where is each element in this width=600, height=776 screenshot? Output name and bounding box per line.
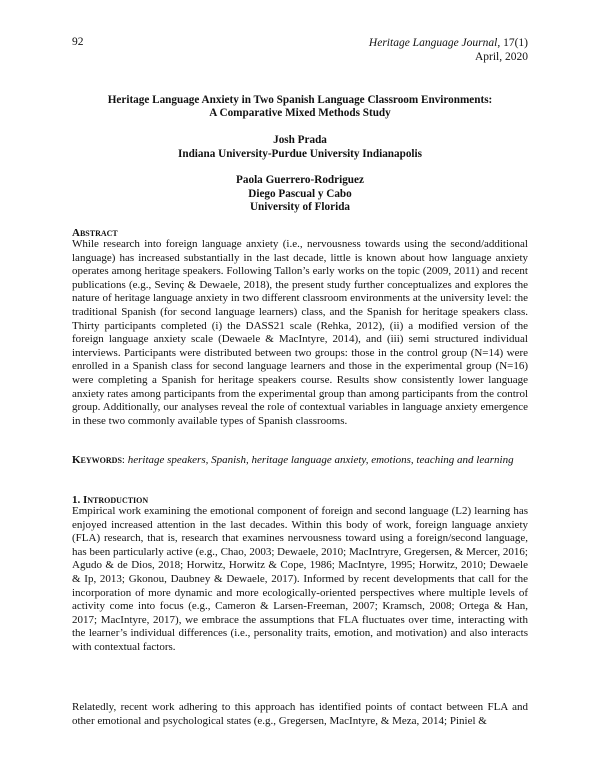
- article-title: [72, 94, 528, 120]
- page-number: 92: [72, 36, 84, 48]
- keywords-separator: :: [121, 454, 128, 466]
- volume-issue: , 17(1): [497, 37, 528, 49]
- author-affiliation: Indiana University-Purdue University Indianapolis: [178, 147, 422, 160]
- abstract-body: While research into foreign language anxiety (i.e., nervousness towards using the second/additional language) has increased substantially in the last decade, little is known about how language anxiety operates among heritage speakers. Following Tallon’s early works on the topic (2009, 2011) and recent publications (e.g., Sevinç & Dewaele, 2018), the present study further conceptualizes and explores the nature of heritage language anxiety in two different classroom environments at the university level: the traditional Spanish (for second language learners) class, and the Spanish for heritage speakers class. Thirty participants completed (i) the DASS21 scale (Rehka, 2012), (ii) a modified version of the foreign language anxiety scale (Dewaele & MacIntyre, 2014), and (iii) semi structured individual interviews. Participants were distributed between two groups: those in the control group (N=14) were enrolled in a Spanish class for second language learners and those in the experimental group (N=16) were completing a Spanish for heritage speakers course. Results show consistently lower language anxiety rates among participants from the experimental group than among participants from the control group. Additionally, our analyses reveal the role of contextual variables in language anxiety emergence in these two commonly available types of Spanish classrooms.: [72, 238, 528, 427]
- journal-name: Heritage Language Journal: [368, 37, 498, 49]
- section-heading-introduction: 1. Introduction: [72, 494, 149, 506]
- keywords-list: heritage speakers, Spanish, heritage language anxiety, emotions, teaching and learning: [127, 454, 514, 466]
- introduction-paragraph: Empirical work examining the emotional component of foreign and second language (L2) learning has enjoyed increased attention in the last decades. Within this body of work, foreign language anxiety (FLA) research, that is, research that examines nervousness toward using a foreign/second language, has been particularly active (e.g., Chao, 2003; Dewaele, 2010; MacIntryre, Gregersen, & Mercer, 2016; Agudo & de Dios, 2018; Horwitz, Horwitz & Cope, 1986; MacIntyre, 1995; Horwitz, 2010; Dewaele & Ip, 2013; Gkonou, Daubney & Dewaele, 2017). Informed by recent developments that call for the incorporation of more dynamic and more ecologically-oriented perspectives where multiple levels of activity come into focus (e.g., Cameron & Larsen-Freeman, 2007; Kramsch, 2008; Ortega & Han, 2017; MacIntyre, 2017), we embrace the assumptions that FLA fluctuates over time, interacting with the learner’s individual differences (i.e., personality traits, emotion, and motivation) and also interacts with contextual factors.: [72, 505, 528, 653]
- running-head: [369, 36, 528, 64]
- author-affiliation: University of Florida: [249, 201, 351, 213]
- author-name: Diego Pascual y Cabo: [248, 187, 352, 200]
- journal-citation: [369, 36, 528, 50]
- author-block-1: [72, 134, 528, 161]
- author-block-2: [72, 174, 528, 215]
- author-name: Paola Guerrero-Rodriguez: [236, 174, 364, 186]
- title-line-2: A Comparative Mixed Methods Study: [209, 107, 391, 119]
- abstract-heading: Abstract: [72, 227, 118, 239]
- keywords: [72, 454, 528, 468]
- issue-date: April, 2020: [474, 51, 528, 63]
- title-line-1: Heritage Language Anxiety in Two Spanish Language Classroom Environments:: [107, 94, 493, 106]
- keywords-label: Keywords: [72, 454, 122, 466]
- author-name: Josh Prada: [273, 134, 327, 146]
- introduction-paragraph: Relatedly, recent work adhering to this approach has identified points of contact between FLA and other emotional and psychological states (e.g., Gregersen, MacIntyre, & Meza, 2014; Piniel &: [72, 701, 528, 727]
